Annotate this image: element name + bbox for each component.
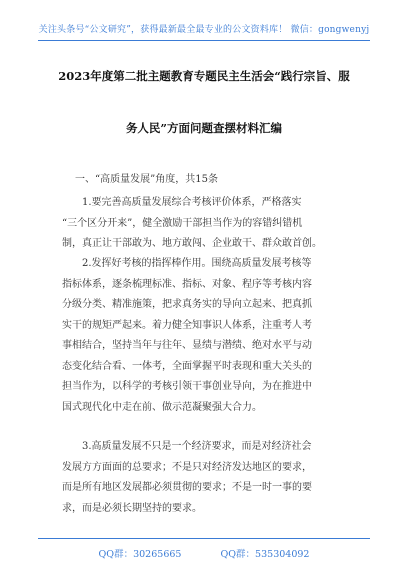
document-title-line-2: 务人民”方面问题查摆材料汇编 (125, 121, 283, 135)
paragraph-line: 实干的规矩严起来。着力健全知事识人体系，注重考人考 (62, 319, 312, 331)
paragraph-line: 国式现代化中走在前、做示范凝聚强大合力。 (62, 401, 262, 413)
paragraph-line: 1.要完善高质量发展综合考核评价体系，严格落实 (82, 197, 302, 208)
paragraph-2 (62, 254, 350, 418)
paragraph-3 (62, 437, 350, 519)
paragraph-line: 指标体系，逐条梳理标准、指标、对象、程序等考核内容 (62, 278, 312, 290)
footer (0, 546, 408, 560)
paragraph-line: 分级分类、精准施策，把求真务实的导向立起来、把真抓 (62, 299, 312, 310)
paragraph-line: 发展方方面面的总要求；不是只对经济发达地区的要求， (62, 461, 312, 473)
paragraph-line: “三个区分开来”，健全激励干部担当作为的容错纠错机 (62, 217, 303, 229)
document-title-line-1: 2023年度第二批主题教育专题民主生活会“践行宗旨、服 (58, 69, 350, 83)
qq-group-1: QQ群：30265665 (98, 549, 182, 560)
paragraph-line: 制，真正让干部敢为、地方敢闯、企业敢干、群众敢首创。 (62, 238, 322, 249)
qq-group-2: QQ群：535304092 (220, 549, 310, 560)
paragraph-line: 2.发挥好考核的指挥棒作用。围绕高质量发展考核等 (82, 258, 312, 269)
header-divider (38, 40, 370, 41)
paragraph-line: 事相结合，坚持当年与往年、显绩与潜绩、绝对水平与动 (62, 340, 312, 351)
header-banner: 关注头条号“公文研究”，获得最新最全最专业的公文资料库！ 微信：gongwenyj (38, 25, 370, 35)
paragraph-line: 担当作为，以科学的考核引领干事创业导向，为在推进中 (62, 381, 312, 392)
paragraph-line: 而是所有地区发展都必须贯彻的要求；不是一时一事的要 (62, 482, 312, 493)
paragraph-line: 态变化结合看、一体考，全面掌握平时表现和重大关头的 (62, 360, 312, 372)
footer-divider (38, 538, 370, 539)
paragraph-1 (62, 193, 350, 255)
paragraph-line: 求，而是必须长期坚持的要求。 (62, 502, 202, 514)
section-heading: 一、“高质量发展”角度，共15条 (75, 174, 218, 185)
paragraph-line: 3.高质量发展不只是一个经济要求，而是对经济社会 (82, 441, 312, 452)
